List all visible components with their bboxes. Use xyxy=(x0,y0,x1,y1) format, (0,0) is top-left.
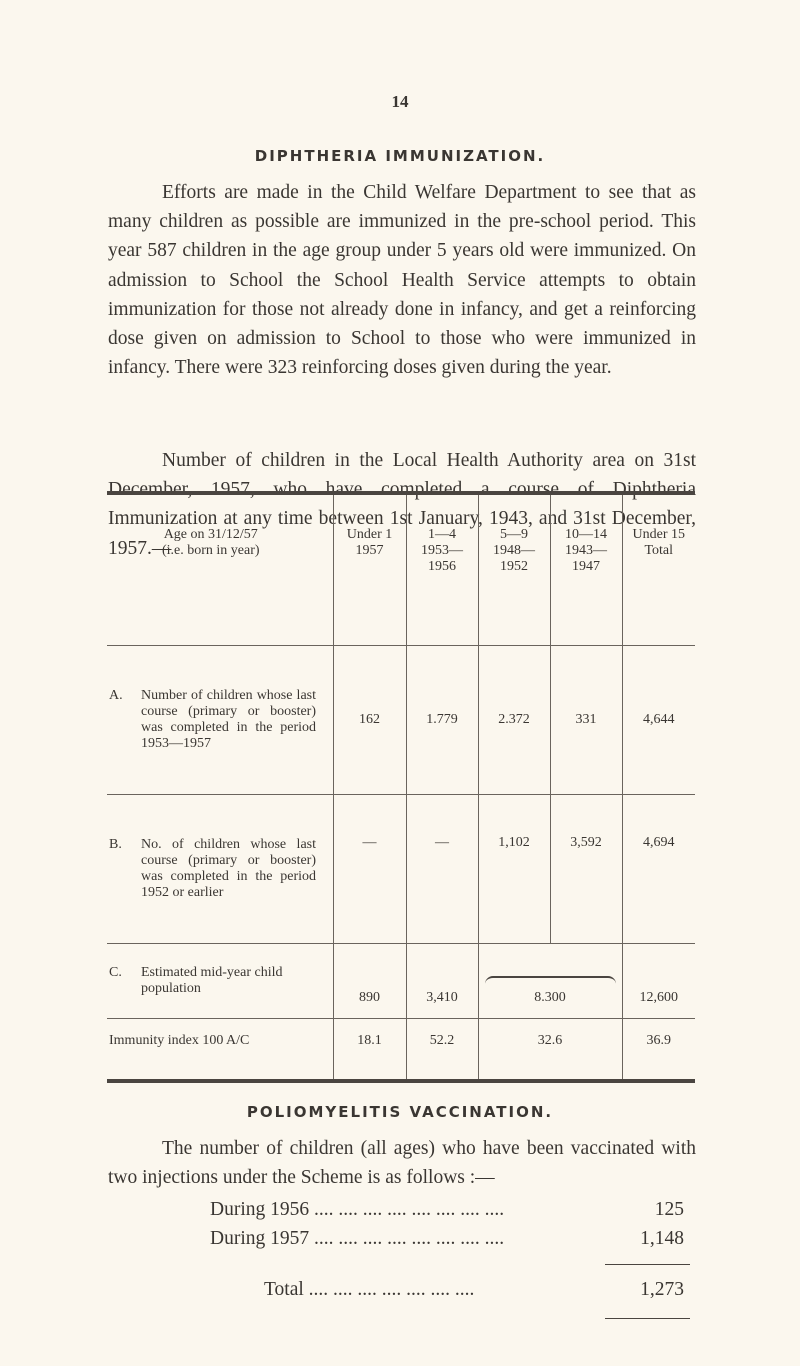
cell: 890 xyxy=(333,944,406,1019)
total-rule xyxy=(605,1318,690,1319)
table-row-a xyxy=(107,646,695,795)
table-row-immunity-index xyxy=(107,1019,695,1081)
table-row-c xyxy=(107,944,695,1019)
cell: 4,694 xyxy=(622,795,695,944)
polio-total-value: 1,273 xyxy=(640,1279,684,1300)
cell: 4,644 xyxy=(622,646,695,795)
polio-row-1957: During 1957 .... .... .... .... .... .... .... .... xyxy=(210,1228,505,1249)
cell: 8.300 xyxy=(478,944,622,1019)
header-under-1: Under 1 1957 xyxy=(333,493,406,646)
cell: — xyxy=(333,795,406,944)
row-b-label: B. No. of children whose last course (primary or booster) was completed in the period 1952 or earlier xyxy=(107,795,333,944)
cell: 18.1 xyxy=(333,1019,406,1081)
polio-total-row: Total .... .... .... .... .... .... .... xyxy=(264,1279,475,1300)
cell: 3,410 xyxy=(406,944,478,1019)
cell: 1.779 xyxy=(406,646,478,795)
cell: 331 xyxy=(550,646,622,795)
cell: 162 xyxy=(333,646,406,795)
diphtheria-heading: DIPHTHERIA IMMUNIZATION. xyxy=(254,147,546,165)
diphtheria-paragraph-2: Number of children in the Local Health Authority area on 31st December, 1957, who have completed a course of Diphtheria Immunization at any time between 1st January, 1943, and 31st December, 1957.— xyxy=(108,450,696,559)
sum-rule xyxy=(605,1264,690,1265)
header-total: Under 15 Total xyxy=(622,493,695,646)
table-row-b xyxy=(107,795,695,944)
cell: 52.2 xyxy=(406,1019,478,1081)
row-index-label: Immunity index 100 A/C xyxy=(107,1019,333,1081)
polio-row-1956: During 1956 .... .... .... .... .... .... .... .... xyxy=(210,1199,505,1220)
polio-value-1956: 125 xyxy=(654,1199,684,1220)
header-age-line1: Age on 31/12/57 xyxy=(163,527,258,542)
header-1-4: 1—4 1953— 1956 xyxy=(406,493,478,646)
row-c-label: C. Estimated mid-year child population xyxy=(107,944,333,1019)
polio-value-1957: 1,148 xyxy=(640,1228,684,1249)
diphtheria-paragraph-1: Efforts are made in the Child Welfare Department to see that as many children as possible are immunized in the pre-school period. This year 587 children in the age group under 5 years old were immunized. On admission to School the School Health Service attempts to obtain immunization for those not already done in infancy, and get a reinforcing dose given on admission to School to those who were immunized in infancy. There were 323 reinforcing doses given during the year. xyxy=(108,182,696,379)
header-10-14: 10—14 1943— 1947 xyxy=(550,493,622,646)
cell: 1,102 xyxy=(478,795,550,944)
header-5-9: 5—9 1948— 1952 xyxy=(478,493,550,646)
polio-heading: POLIOMYELITIS VACCINATION. xyxy=(246,1103,554,1121)
cell: 2.372 xyxy=(478,646,550,795)
polio-paragraph: The number of children (all ages) who have been vaccinated with two injections under the Scheme is as follows :— xyxy=(108,1138,696,1189)
cell: 12,600 xyxy=(622,944,695,1019)
immunization-table xyxy=(107,491,695,1083)
page-number: 14 xyxy=(391,92,409,111)
header-age-line2: (i.e. born in year) xyxy=(161,543,260,558)
cell: 3,592 xyxy=(550,795,622,944)
cell: — xyxy=(406,795,478,944)
cell: 32.6 xyxy=(478,1019,622,1081)
row-a-label: A. Number of children whose last course (primary or booster) was completed in the period 1953—1957 xyxy=(107,646,333,795)
cell: 36.9 xyxy=(622,1019,695,1081)
table-header-row xyxy=(107,493,695,646)
header-age xyxy=(107,493,333,646)
